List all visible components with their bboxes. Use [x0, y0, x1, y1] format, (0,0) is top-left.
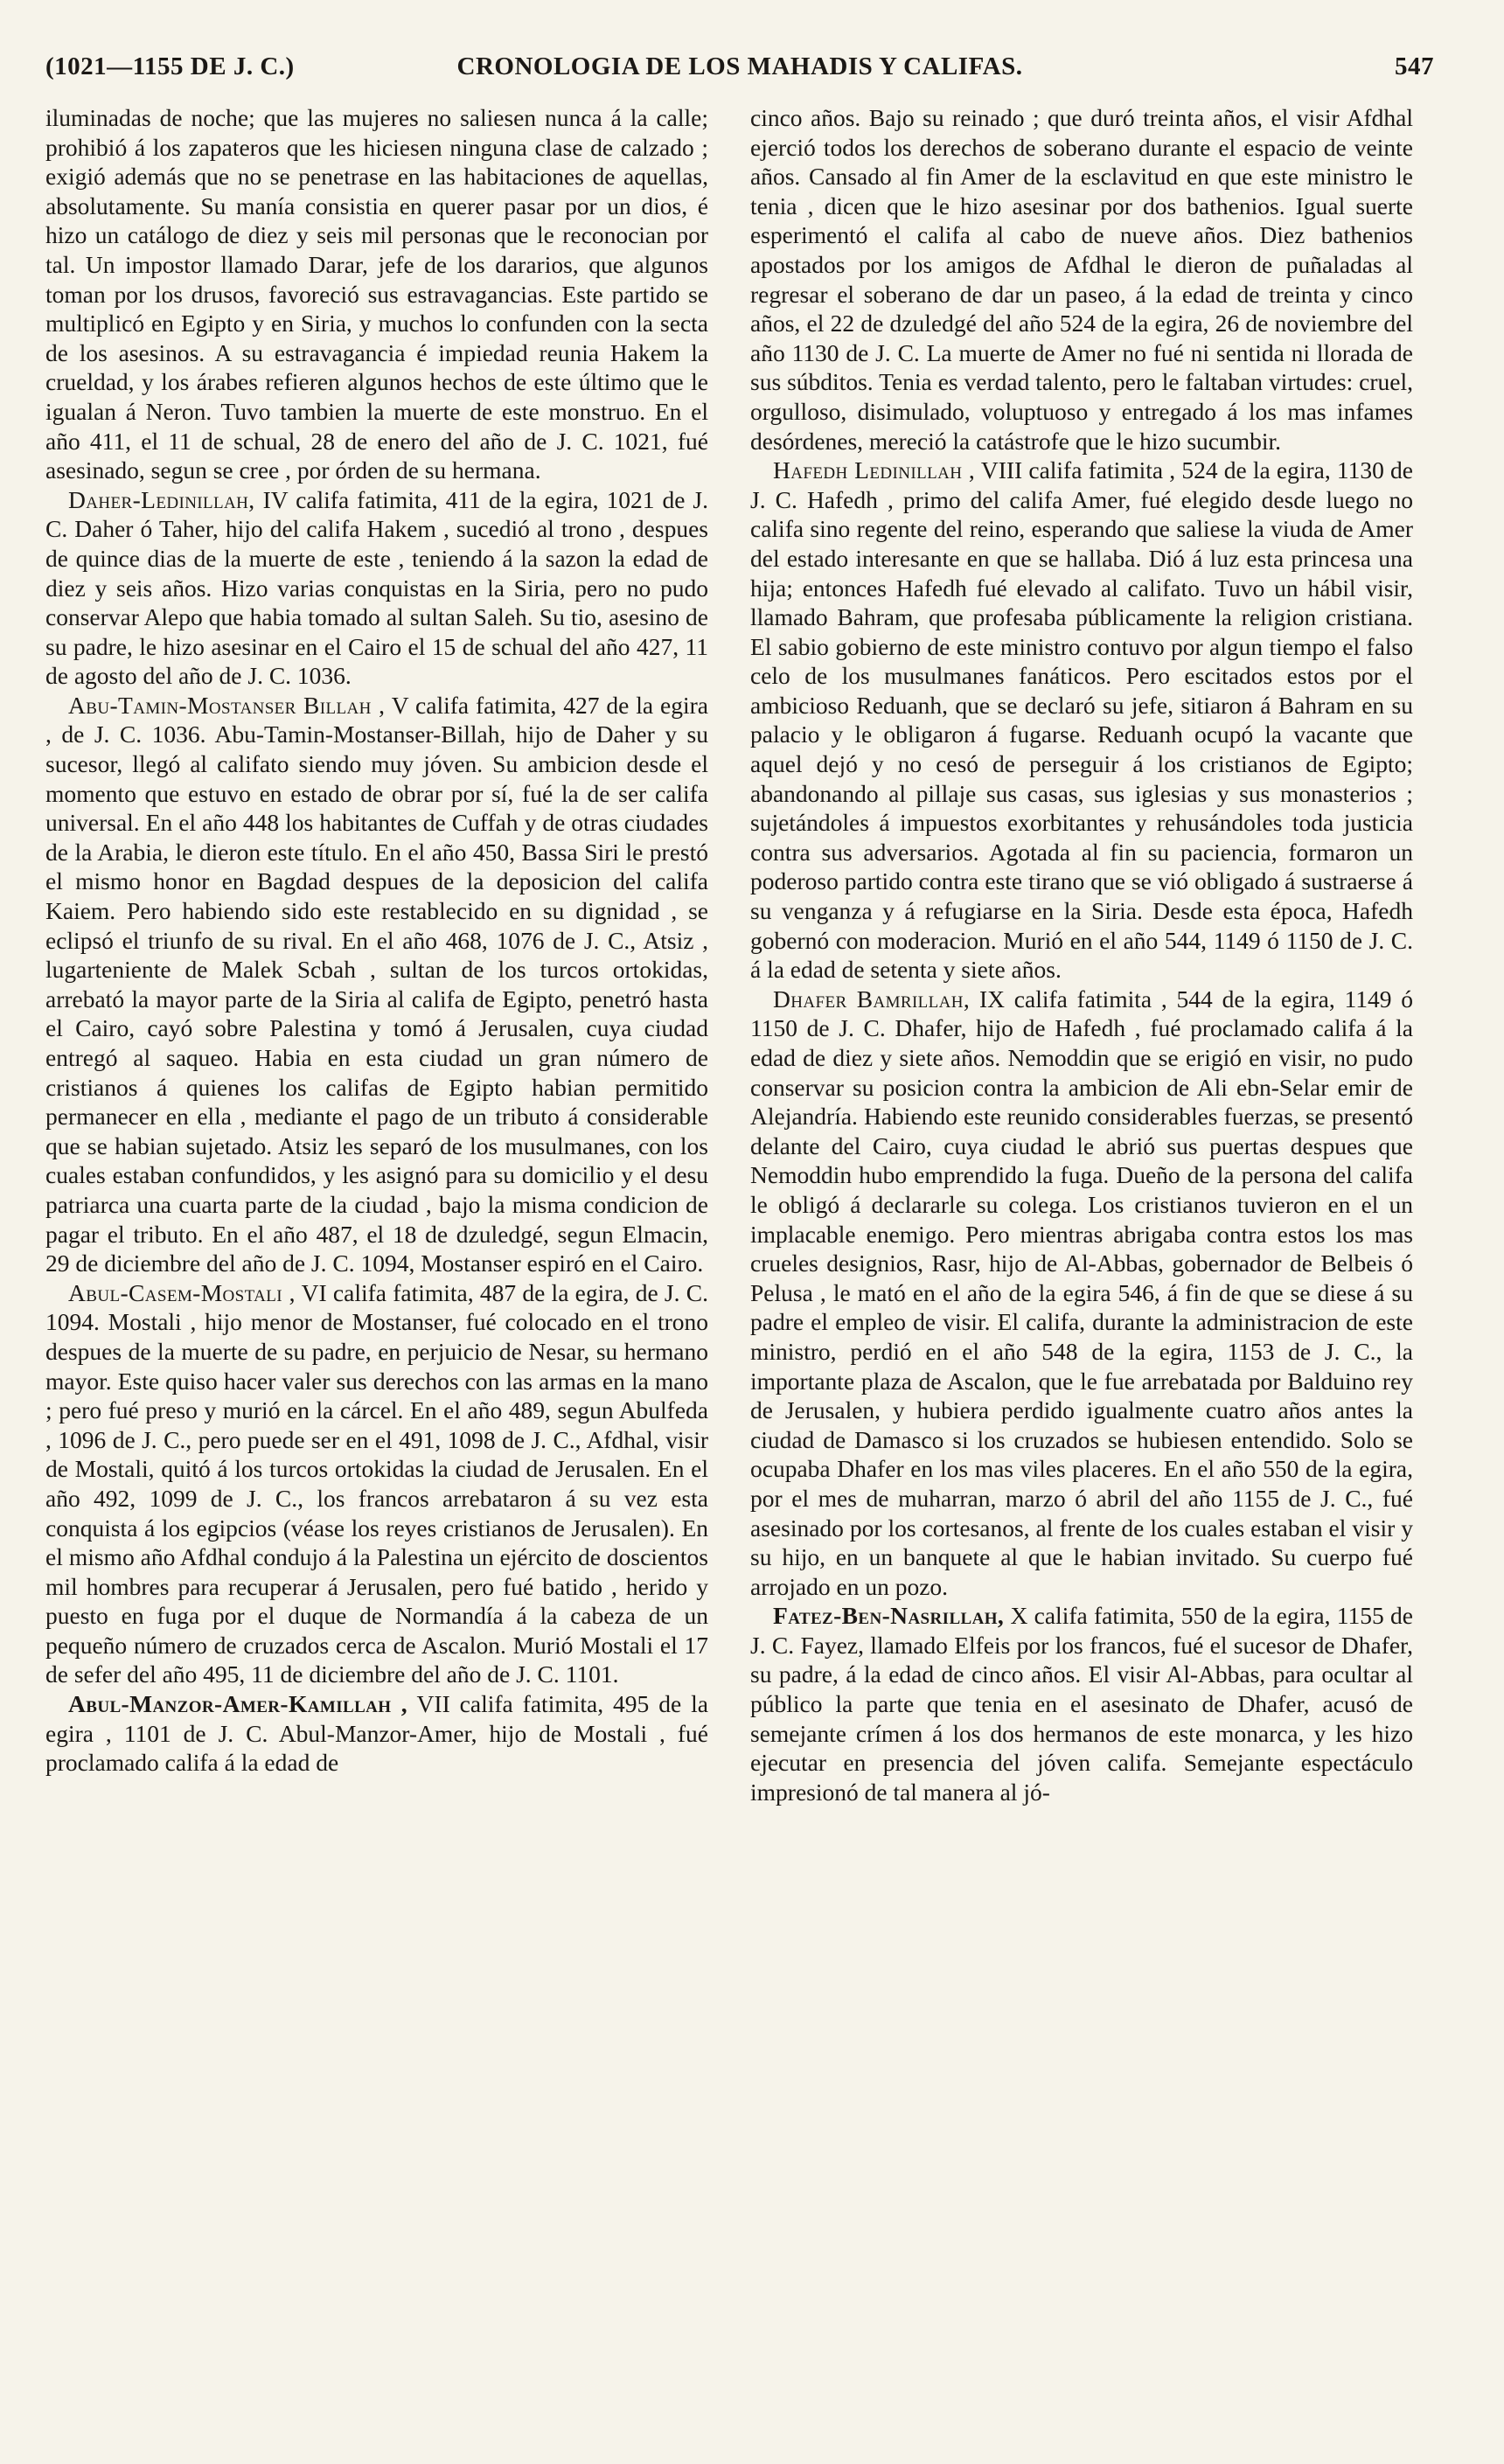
- entry-heading: Hafedh Ledinillah ,: [773, 456, 976, 484]
- running-header: [45, 52, 1434, 96]
- entry-dhafer: Dhafer Bamrillah, IX califa fatimita , 544 de la egira, 1149 ó 1150 de J. C. Dhafer, hijo de Hafedh , fué proclamado califa á la edad de diez y siete años. Nemoddin que se erigió en visir, no pudo conservar su posicion contra la ambicion de Ali ebn-Selar emir de Alejandría. Habiendo este reunido considerables fuerzas, se presentó delante del Cairo, cuya ciudad le abrió sus puertas despues que Nemoddin hubo emprendido la fuga. Dueño de la persona del califa le obligó á declararle su colega. Los cristianos tuvieron en el un implacable enemigo. Pero mientras abrigaba contra estos los mas crueles designios, Rasr, hijo de Al-Abbas, gobernador de Belbeis ó Pelusa , le mató en el año de la egira 546, á fin de que se diese á su padre el empleo de visir. El califa, durante la administracion de este ministro, perdió en el año 548 de la egira, 1153 de J. C., la importante plaza de Ascalon, que le fue arrebatada por Balduino rey de Jerusalen, y hubiera perdido igualmente cuatro años antes la ciudad de Damasco si los cruzados se hubiesen entendido. Solo se ocupaba Dhafer en los mas viles placeres. En el año 550 de la egira, por el mes de muharran, marzo ó abril del año 1155 de J. C., fué asesinado por los cortesanos, al frente de los cuales estaban el visir y su hijo, en un banquete al que le habian invitado. Su cuerpo fué arrojado en un pozo.: [750, 985, 1414, 1600]
- paragraph-continuation: iluminadas de noche; que las mujeres no saliesen nunca á la calle; prohibió á los zapateros que les hiciesen ninguna clase de calzado ; exigió además que no se penetrase en las habitaciones de aquellas, absolutamente. Su manía consistia en querer pasar por un dios, é hizo un catálogo de diez y seis mil personas que le reconocian por tal. Un impostor llamado Darar, jefe de los dararios, que algunos toman por los drusos, favoreció sus estravagancias. Este partido se multiplicó en Egipto y en Siria, y muchos lo confunden con la secta de los asesinos. A su estravagancia é impiedad reunia Hakem la crueldad, y los árabes refieren algunos hechos de este último que le igualan á Neron. Tuvo tambien la muerte de este monstruo. En el año 411, el 11 de schual, 28 de enero del año de J. C. 1021, fué asesinado, segun se cree , por órden de su hermana.: [45, 104, 708, 484]
- entry-amer: Abul-Manzor-Amer-Kamillah , VII califa fatimita, 495 de la egira , 1101 de J. C. Abul-Manzor-Amer, hijo de Mostali , fué proclamado califa á la edad de: [45, 1690, 708, 1777]
- entry-heading: Abul-Casem-Mostali ,: [68, 1278, 296, 1306]
- header-date-range: (1021—1155 DE J. C.): [45, 52, 295, 80]
- entry-fayez: Fatez-Ben-Nasrillah, X califa fatimita, 550 de la egira, 1155 de J. C. Fayez, llamado Elfeis por los francos, fué el sucesor de Dhafer, su padre, á la edad de cinco años. El visir Al-Abbas, para ocultar al público la parte que tenia en el asesinato de Dhafer, acusó de semejante crímen á los dos hermanos de este monarca, y les hizo ejecutar en presencia del jóven califa. Semejante espectáculo impresionó de tal manera al jó-: [750, 1602, 1414, 1806]
- page-number: 547: [1395, 52, 1434, 80]
- header-title: CRONOLOGIA DE LOS MAHADIS Y CALIFAS.: [456, 52, 1023, 80]
- entry-heading: Dhafer Bamrillah,: [773, 985, 971, 1013]
- entry-daher: Daher-Ledinillah, IV califa fatimita, 411 de la egira, 1021 de J. C. Daher ó Taher, hijo del califa Hakem , sucedió al trono , despues de quince dias de la muerte de este , teniendo á la sazon la edad de diez y seis años. Hizo varias conquistas en la Siria, pero no pudo conservar Alepo que habia tomado al sultan Saleh. Su tio, asesino de su padre, le hizo asesinar en el Cairo el 15 de schual del año 427, 11 de agosto del año de J. C. 1036.: [45, 485, 709, 690]
- paragraph-continuation: cinco años. Bajo su reinado ; que duró treinta años, el visir Afdhal ejerció todos los derechos de soberano durante el espacio de veinte años. Cansado al fin Amer de la esclavitud en que este ministro le tenia , dicen que le hizo asesinar por dos bathenios. Igual suerte esperimentó el califa al cabo de nueve años. Diez bathenios apostados por los amigos de Afdhal le dieron de puñaladas al regresar el soberano de dar un paseo, á la edad de treinta y cinco años, el 22 de dzuledgé del año 524 de la egira, 26 de noviembre del año 1130 de J. C. La muerte de Amer no fué ni sentida ni llorada de sus súbditos. Tenia es verdad talento, pero le faltaban virtudes: cruel, orgulloso, disimulado, voluptuoso y entregado á los mas infames desórdenes, mereció la catástrofe que le hizo sucumbir.: [750, 104, 1413, 455]
- entry-mostanser: Abu-Tamin-Mostanser Billah , V califa fatimita, 427 de la egira , de J. C. 1036. Abu-Tamin-Mostanser-Billah, hijo de Daher y su sucesor, llegó al califato siendo muy jóven. Su ambicion desde el momento que estuvo en estado de obrar por sí, fué la de ser califa universal. En el año 448 los habitantes de Cuffah y de otras ciudades de la Arabia, le dieron este título. En el año 450, Bassa Siri le prestó el mismo honor en Bagdad despues de la deposicion del califa Kaiem. Pero habiendo sido este restablecido en su dignidad , se eclipsó el triunfo de su rival. En el año 468, 1076 de J. C., Atsiz , lugarteniente de Malek Scbah , sultan de los turcos ortokidas, arrebató la mayor parte de la Siria al califa de Egipto, penetró hasta el Cairo, cayó sobre Palestina y tomó á Jerusalen, cuya ciudad entregó al saqueo. Habia en esta ciudad un gran número de cristianos á quienes los califas de Egipto habian permitido permanecer en ella , mediante el pago de un tributo á considerable que se habian sujetado. Atsiz les separó de los musulmanes, con los cuales estaban confundidos, y les asignó para su domicilio y el desu patriarca una cuarta parte de la ciudad , bajo la misma condicion de pagar el tributo. En el año 487, el 18 de dzuledgé, segun Elmacin, 29 de diciembre del año de J. C. 1094, Mostanser espiró en el Cairo.: [45, 691, 708, 1277]
- entry-heading: Daher-Ledinillah,: [68, 485, 255, 513]
- entry-mostali: Abul-Casem-Mostali , VI califa fatimita, 487 de la egira, de J. C. 1094. Mostali , hijo menor de Mostanser, fué colocado en el trono despues de la muerte de su padre, en perjuicio de Nesar, su hermano mayor. Este quiso hacer valer sus derechos con las armas en la mano ; pero fué preso y murió en la cárcel. En el año 489, segun Abulfeda , 1096 de J. C., pero puede ser en el 491, 1098 de J. C., Afdhal, visir de Mostali, quitó á los turcos ortokidas la ciudad de Jerusalen. En el año 492, 1099 de J. C., los francos arrebataron á su vez esta conquista á los egipcios (véase los reyes cristianos de Jerusalen). En el mismo año Afdhal condujo á la Palestina un ejército de doscientos mil hombres para recuperar á Jerusalen, pero fué batido , herido y puesto en fuga por el duque de Normandía á la cabeza de un pequeño número de cruzados cerca de Ascalon. Murió Mostali el 17 de sefer del año 495, 11 de diciembre del año de J. C. 1101.: [45, 1278, 708, 1688]
- entry-heading: Abul-Manzor-Amer-Kamillah ,: [68, 1690, 408, 1718]
- left-column: [45, 103, 708, 1778]
- entry-heading: Abu-Tamin-Mostanser Billah ,: [68, 691, 386, 719]
- entry-heading: Fatez-Ben-Nasrillah,: [773, 1602, 1005, 1630]
- right-column: [750, 103, 1413, 1806]
- entry-hafedh: Hafedh Ledinillah , VIII califa fatimita , 524 de la egira, 1130 de J. C. Hafedh , primo del califa Amer, fué elegido desde luego no califa sino regente del reino, esperando que saliese la viuda de Amer del estado interesante en que se hallaba. Dió á luz esta princesa una hija; entonces Hafedh fué elevado al califato. Tuvo un hábil visir, llamado Bahram, que profesaba públicamente la religion cristiana. El sabio gobierno de este ministro contuvo por algun tiempo el falso celo de los musulmanes fanáticos. Pero escitados estos por el ambicioso Reduanh, que se declaró su jefe, sitiaron á Bahram en su palacio y le obligaron á fugarse. Reduanh ocupó la vacante que aquel dejó y no cesó de perseguir á los cristianos de Egipto; abandonando al pillaje sus casas, sus iglesias y sus monasterios ; sujetándoles á impuestos exorbitantes y rehusándoles toda justicia contra sus adversarios. Agotada al fin su paciencia, formaron un poderoso partido contra este tirano que se vió obligado á sustraerse á su venganza y á refugiarse en la Siria. Desde esta época, Hafedh gobernó con moderacion. Murió en el año 544, 1149 ó 1150 de J. C. á la edad de setenta y siete años.: [750, 456, 1414, 984]
